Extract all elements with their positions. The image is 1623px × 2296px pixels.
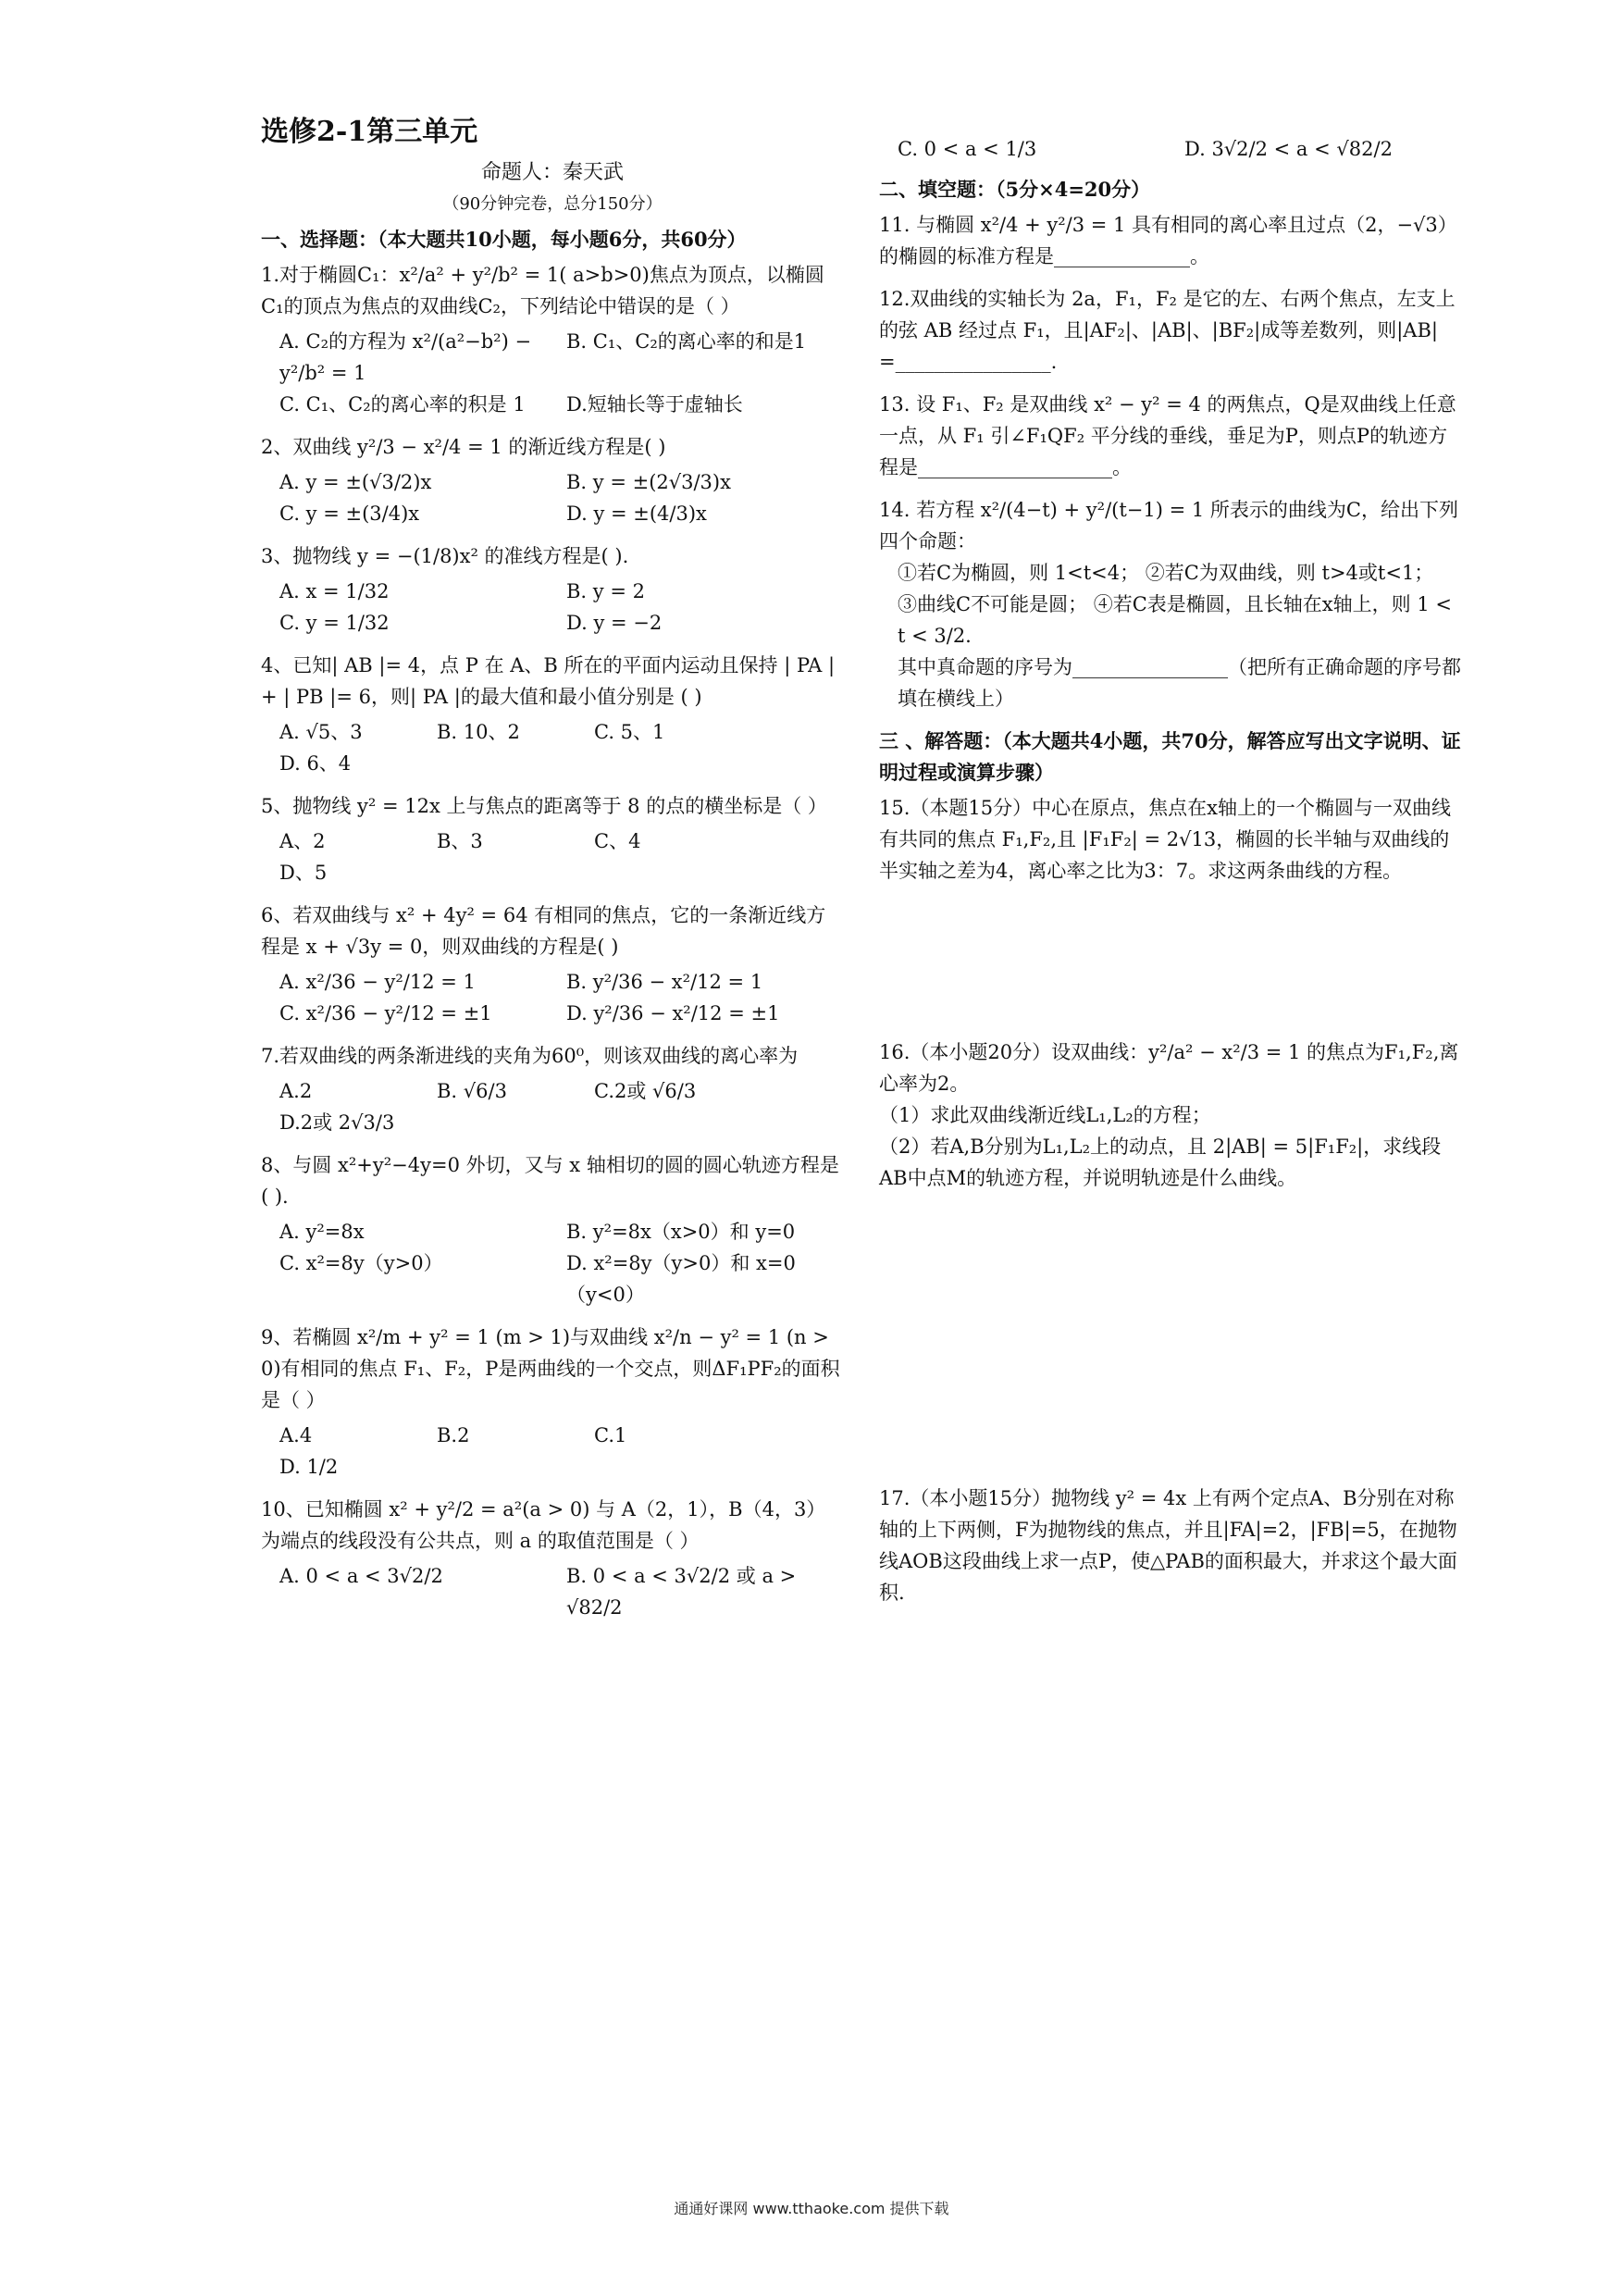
question-stem: 12.双曲线的实轴长为 2a，F₁，F₂ 是它的左、右两个焦点，左支上的弦 AB 经过点 F₁，且|AF₂|、|AB|、|BF₂|成等差数列，则|AB| =________________. (879, 288, 1456, 373)
left-column (261, 111, 844, 1634)
option-c: C. 0 < a < 1/3 (898, 138, 1037, 160)
question-stem: 4、已知| AB |= 4，点 P 在 A、B 所在的平面内运动且保持 | PA | + | PB |= 6，则| PA |的最大值和最小值分别是 ( ) (261, 654, 836, 708)
option-list (261, 1216, 844, 1310)
question-10 (261, 1494, 844, 1623)
option-a: A. x²/36 − y²/12 = 1 (279, 971, 476, 993)
option-b: B. y²=8x（x>0）和 y=0 (566, 1221, 796, 1243)
question-stem: 2、双曲线 y²/3 − x²/4 = 1 的渐近线方程是( ) (261, 436, 666, 458)
question-11 (879, 209, 1462, 272)
question-stem: 16.（本小题20分）设双曲线：y²/a² − x²/3 = 1 的焦点为F₁,F₂,离心率为2。 (879, 1041, 1459, 1095)
option-d: D.2或 2√3/3 (279, 1111, 395, 1134)
question-stem: 7.若双曲线的两条渐进线的夹角为60⁰，则该双曲线的离心率为 (261, 1045, 799, 1067)
right-column (879, 130, 1462, 1620)
sub-question-2: （2）若A,B分别为L₁,L₂上的动点，且 2|AB| = 5|F₁F₂|，求线段AB中点M的轨迹方程，并说明轨迹是什么曲线。 (879, 1136, 1442, 1189)
option-d: D. x²=8y（y>0）和 x=0（y<0） (566, 1252, 796, 1306)
option-list (261, 1560, 844, 1623)
section2-heading: 二、填空题：（5分×4=20分） (879, 178, 1151, 201)
question-stem: 14. 若方程 x²/(4−t) + y²/(t−1) = 1 所表示的曲线为C，给出下列四个命题： (879, 499, 1458, 552)
section3-heading: 三 、解答题：（本大题共4小题，共70分，解答应写出文字说明、证明过程或演算步骤） (879, 729, 1461, 784)
question-stem: 1.对于椭圆C₁：x²/a² + y²/b² = 1( a>b>0)焦点为顶点，以椭圆C₁的顶点为焦点的双曲线C₂，下列结论中错误的是（ ） (261, 264, 824, 317)
section1-heading: 一、选择题：（本大题共10小题，每小题6分，共60分） (261, 228, 747, 251)
question-7 (261, 1040, 844, 1138)
option-list (261, 966, 844, 1029)
option-c: C. y = 1/32 (279, 612, 390, 634)
author-line: 命题人：秦天武 (480, 161, 624, 184)
option-c: C. C₁、C₂的离心率的积是 1 (279, 393, 526, 416)
answer-space (879, 1205, 1462, 1483)
question-stem: 8、与圆 x²+y²−4y=0 外切，又与 x 轴相切的圆的圆心轨迹方程是( ). (261, 1154, 839, 1208)
proposition-line: ①若C为椭圆，则 1<t<4； ②若C为双曲线，则 t>4或t<1； (898, 562, 1434, 584)
question-stem: 11. 与椭圆 x²/4 + y²/3 = 1 具有相同的离心率且过点（2，−√3）的椭圆的标准方程是______________。 (879, 214, 1457, 267)
option-a: A. y²=8x (279, 1221, 365, 1243)
option-a: A. √5、3 (279, 721, 363, 743)
question-15 (879, 792, 1462, 887)
option-list (261, 576, 844, 639)
option-b: B. C₁、C₂的离心率的和是1 (566, 330, 807, 353)
option-list (261, 326, 844, 420)
question-9 (261, 1322, 844, 1483)
option-d: D. 1/2 (279, 1456, 339, 1478)
question-6 (261, 900, 844, 1029)
option-list (261, 1075, 844, 1138)
option-b: B. 10、2 (437, 721, 520, 743)
option-b: B. √6/3 (437, 1080, 507, 1102)
question-8 (261, 1149, 844, 1310)
option-d: D. 3√2/2 < a < √82/2 (1184, 138, 1393, 160)
proposition-line: ③曲线C不可能是圆； ④若C表是椭圆，且长轴在x轴上，则 1 < t < 3/2. (898, 593, 1452, 647)
option-list (261, 1420, 844, 1483)
option-b: B. y²/36 − x²/12 = 1 (566, 971, 763, 993)
option-d: D. y²/36 − x²/12 = ±1 (566, 1002, 780, 1024)
option-c: C.2或 √6/3 (594, 1080, 697, 1102)
answer-line: 其中真命题的序号为________________（把所有正确命题的序号都填在横线上） (898, 656, 1461, 710)
option-b: B. y = 2 (566, 580, 645, 602)
option-a: A. 0 < a < 3√2/2 (279, 1565, 443, 1587)
option-a: A.4 (279, 1424, 313, 1446)
question-1 (261, 259, 844, 420)
option-a: A.2 (279, 1080, 313, 1102)
question-13 (879, 389, 1462, 483)
question-3 (261, 540, 844, 639)
option-c: C. x²=8y（y>0） (279, 1252, 443, 1274)
question-10-continued-options (879, 133, 1462, 165)
question-12 (879, 283, 1462, 378)
question-stem: 13. 设 F₁、F₂ 是双曲线 x² − y² = 4 的两焦点，Q是双曲线上任意一点，从 F₁ 引∠F₁QF₂ 平分线的垂线，垂足为P，则点P的轨迹方程是____________________。 (879, 393, 1456, 478)
option-list (261, 466, 844, 529)
question-stem: 10、已知椭圆 x² + y²/2 = a²(a > 0) 与 A（2，1），B（4，3）为端点的线段没有公共点，则 a 的取值范围是（ ） (261, 1498, 826, 1552)
question-5 (261, 790, 844, 888)
question-stem: 15.（本题15分）中心在原点，焦点在x轴上的一个椭圆与一双曲线有共同的焦点 F₁,F₂,且 |F₁F₂| = 2√13，椭圆的长半轴与双曲线的半实轴之差为4，离心率之比为3：7。求这两条曲线的方程。 (879, 797, 1451, 882)
option-d: D. 6、4 (279, 752, 352, 775)
sub-question-1: （1）求此双曲线渐近线L₁,L₂的方程； (879, 1104, 1211, 1126)
option-b: B. 0 < a < 3√2/2 或 a > √82/2 (566, 1565, 797, 1619)
option-a: A. C₂的方程为 x²/(a²−b²) − y²/b² = 1 (279, 330, 532, 384)
doc-title: 选修2-1第三单元 (261, 116, 478, 148)
option-c: C.1 (594, 1424, 627, 1446)
answer-space (879, 898, 1462, 1036)
option-c: C、4 (594, 830, 641, 852)
option-a: A. y = ±(√3/2)x (279, 471, 432, 493)
option-a: A、2 (279, 830, 326, 852)
time-note: （90分钟完卷，总分150分） (442, 194, 663, 214)
question-16 (879, 1036, 1462, 1194)
question-2 (261, 431, 844, 529)
question-stem: 17.（本小题15分）抛物线 y² = 4x 上有两个定点A、B分别在对称轴的上下两侧，F为抛物线的焦点，并且|FA|=2，|FB|=5，在抛物线AOB这段曲线上求一点P，使△PAB的面积最大，并求这个最大面积. (879, 1487, 1457, 1604)
option-d: D. y = −2 (566, 612, 663, 634)
option-b: B、3 (437, 830, 483, 852)
option-b: B.2 (437, 1424, 470, 1446)
question-stem: 3、抛物线 y = −(1/8)x² 的准线方程是( ). (261, 545, 629, 567)
option-d: D、5 (279, 862, 328, 884)
option-list (261, 716, 844, 779)
option-c: C. 5、1 (594, 721, 665, 743)
question-stem: 6、若双曲线与 x² + 4y² = 64 有相同的焦点，它的一条渐近线方程是 x + √3y = 0，则双曲线的方程是( ) (261, 904, 826, 958)
option-a: A. x = 1/32 (279, 580, 390, 602)
question-4 (261, 650, 844, 779)
option-c: C. x²/36 − y²/12 = ±1 (279, 1002, 492, 1024)
option-list (261, 825, 844, 888)
option-c: C. y = ±(3/4)x (279, 503, 420, 525)
question-17 (879, 1483, 1462, 1608)
question-14 (879, 494, 1462, 714)
question-stem: 9、若椭圆 x²/m + y² = 1 (m > 1)与双曲线 x²/n − y² = 1 (n > 0)有相同的焦点 F₁、F₂，P是两曲线的一个交点，则ΔF₁PF₂的面积是（ ） (261, 1326, 840, 1411)
option-d: D. y = ±(4/3)x (566, 503, 707, 525)
option-b: B. y = ±(2√3/3)x (566, 471, 731, 493)
footer-text: 通通好课网 www.tthaoke.com 提供下载 (674, 2200, 949, 2217)
option-d: D.短轴长等于虚轴长 (566, 393, 743, 416)
question-stem: 5、抛物线 y² = 12x 上与焦点的距离等于 8 的点的横坐标是（ ） (261, 795, 827, 817)
